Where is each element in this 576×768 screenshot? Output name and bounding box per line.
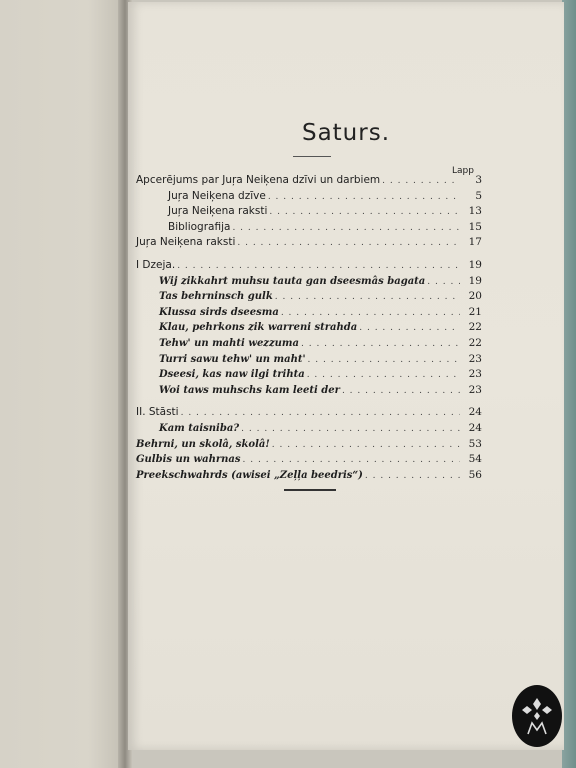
section-gap xyxy=(136,252,482,259)
toc-entry-title: Woi taws muhschs kam leeti der xyxy=(159,384,340,396)
toc-entry xyxy=(136,236,482,252)
leader-dots xyxy=(269,207,460,217)
toc-entry xyxy=(136,205,482,221)
toc-entry xyxy=(136,438,482,454)
toc-entry-title: I Dzeja. xyxy=(136,258,176,271)
toc-entry-title: Turri sawu tehw' un maht' xyxy=(159,353,306,365)
toc-entry-title: Bibliografija xyxy=(168,220,231,233)
toc-entry-title: Kam taisniba? xyxy=(159,422,240,434)
toc-entry xyxy=(136,306,482,322)
toc-entry-title: Juŗa Neiķena dzīve xyxy=(168,189,266,202)
closing-rule xyxy=(284,489,336,491)
toc-entry xyxy=(136,337,482,353)
leader-dots xyxy=(237,238,460,248)
leader-dots xyxy=(308,355,460,365)
cover-edge xyxy=(562,0,576,768)
leader-dots xyxy=(382,176,460,186)
toc-entry-title: Apcerējums par Juŗa Neiķena dzīvi un darbiem xyxy=(136,174,381,186)
toc-entry-page: 3 xyxy=(475,174,482,186)
leader-dots xyxy=(301,339,460,349)
toc-entry-page: 23 xyxy=(468,368,482,381)
toc-entry xyxy=(136,453,482,469)
toc-entry-page: 19 xyxy=(468,274,482,287)
toc-entry xyxy=(136,174,482,190)
toc-entry-title: Tehw' un mahti wezzuma xyxy=(159,337,299,349)
leader-dots xyxy=(177,261,460,271)
toc-entry-page: 56 xyxy=(468,468,482,481)
title-rule xyxy=(293,156,331,157)
toc-entry-page: 54 xyxy=(468,453,482,466)
page-title: Saturs. xyxy=(301,120,391,146)
toc-entry-page: 19 xyxy=(468,258,482,271)
toc-entry xyxy=(136,368,482,384)
toc-entry xyxy=(136,290,482,306)
leader-dots xyxy=(243,455,460,465)
toc-entry-title: Wij zikkahrt muhsu tauta gan dseesmâs bagata xyxy=(159,275,426,287)
toc-entry xyxy=(136,275,482,291)
toc-entry-page: 21 xyxy=(468,305,482,318)
toc-entry-title: Gulbis un wahrnas xyxy=(136,454,241,466)
table-of-contents-page xyxy=(128,2,564,750)
toc-entry-title: Preekschwahrds (awisei „Zeļļa beedris“) xyxy=(136,469,363,481)
leader-dots xyxy=(272,440,460,450)
toc-entry xyxy=(136,321,482,337)
leader-dots xyxy=(365,471,460,481)
toc-entry-page: 23 xyxy=(468,352,482,365)
leader-dots xyxy=(427,277,460,287)
leader-dots xyxy=(268,192,460,202)
section-gap xyxy=(136,399,482,406)
ornament-icon xyxy=(522,696,552,736)
leader-dots xyxy=(241,424,460,434)
toc-entry xyxy=(136,406,482,422)
toc-entry-title: Behrni, un skolâ, skolâ! xyxy=(136,438,270,450)
leader-dots xyxy=(275,292,460,302)
toc-entry xyxy=(136,384,482,400)
toc-entry-page: 24 xyxy=(468,406,482,419)
toc-entry-page: 22 xyxy=(468,321,482,334)
toc-entry-page: 24 xyxy=(468,421,482,434)
toc-entry-title: Tas behrninsch gulk xyxy=(159,291,273,303)
toc-entry-page: 17 xyxy=(468,236,482,249)
toc-entry xyxy=(136,422,482,438)
leader-dots xyxy=(342,386,460,396)
leader-dots xyxy=(359,323,460,333)
leader-dots xyxy=(181,408,460,418)
page-column-header: Lapp xyxy=(452,166,474,176)
toc-entry-page: 15 xyxy=(468,220,482,233)
toc-entry xyxy=(136,221,482,237)
left-page xyxy=(0,0,126,768)
toc-entry-title: Juŗa Neiķena raksti xyxy=(136,236,236,249)
toc-entry-page: 5 xyxy=(475,189,482,202)
toc-entry-page: 53 xyxy=(468,437,482,450)
toc-list xyxy=(136,174,482,484)
leader-dots xyxy=(307,370,460,380)
toc-entry-title: Juŗa Neiķena raksti xyxy=(168,205,268,218)
toc-entry-page: 22 xyxy=(468,336,482,349)
watermark-logo xyxy=(512,685,562,747)
toc-entry-title: Klau, pehrkons zik warreni strahda xyxy=(159,322,358,334)
toc-entry-title: II. Stāsti xyxy=(136,406,179,419)
toc-entry-title: Dseesi, kas naw ilgi trihta xyxy=(159,369,305,381)
toc-entry xyxy=(136,190,482,206)
toc-entry xyxy=(136,353,482,369)
toc-entry xyxy=(136,469,482,485)
toc-entry-title: Klussa sirds dseesma xyxy=(159,306,279,318)
leader-dots xyxy=(232,223,460,233)
toc-entry-page: 13 xyxy=(468,205,482,218)
toc-entry xyxy=(136,259,482,275)
toc-entry-page: 20 xyxy=(468,290,482,303)
toc-entry-page: 23 xyxy=(468,383,482,396)
leader-dots xyxy=(281,308,460,318)
